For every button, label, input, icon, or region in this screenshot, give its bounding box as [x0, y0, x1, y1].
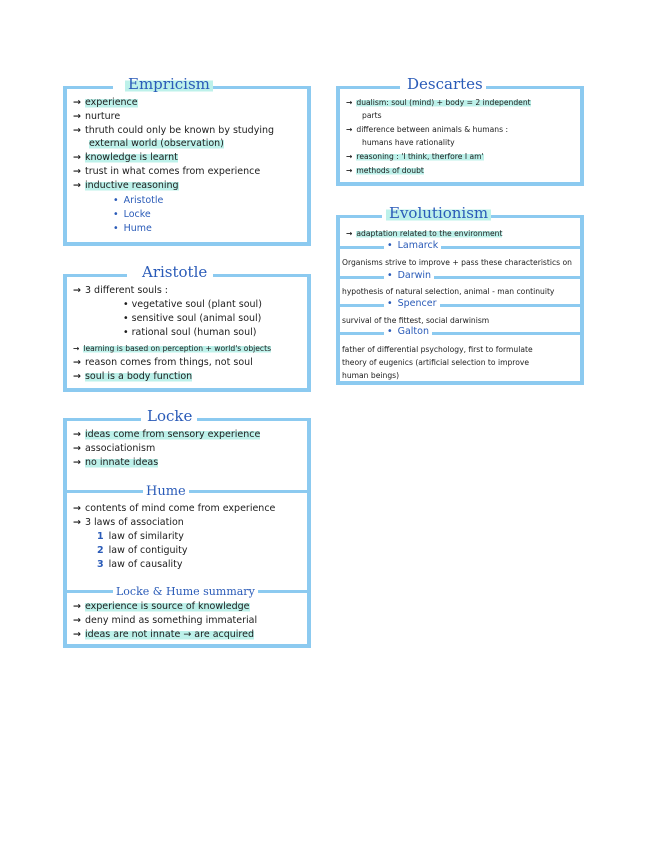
- evolutionism-section-text: father of differential psychology, first to formulate: [342, 345, 533, 354]
- empiricism-item: → inductive reasoning: [73, 180, 179, 191]
- locke-title: Locke: [144, 407, 195, 425]
- hume-item: → 3 laws of association: [73, 517, 184, 528]
- empiricism-item: → thruth could only be known by studying: [73, 125, 275, 136]
- evolutionism-card: [336, 204, 584, 385]
- aristotle-title: Aristotle: [139, 263, 210, 281]
- aristotle-item: → soul is a body function: [73, 371, 193, 382]
- empiricism-item: → knowledge is learnt: [73, 152, 178, 163]
- aristotle-soul: • rational soul (human soul): [123, 327, 257, 338]
- summary-item: → ideas are not innate → are acquired: [73, 629, 254, 640]
- locke-item: → ideas come from sensory experience: [73, 429, 261, 440]
- empiricism-person: • Hume: [113, 223, 152, 234]
- descartes-card: [336, 75, 584, 186]
- empiricism-person: • Aristotle: [113, 195, 164, 206]
- evolutionism-section-text: theory of eugenics (artificial selection to improve: [342, 358, 530, 367]
- descartes-item: → reasoning : 'I think, therfore I am': [346, 152, 484, 161]
- evolutionism-section-text: survival of the fittest, social darwinism: [342, 316, 490, 325]
- aristotle-soul: • sensitive soul (animal soul): [123, 313, 262, 324]
- locke-item: → no innate ideas: [73, 457, 159, 468]
- evolutionism-section-name: • Darwin: [384, 269, 434, 282]
- aristotle-item: → reason comes from things, not soul: [73, 357, 253, 368]
- descartes-item: → difference between animals & humans :: [346, 125, 509, 134]
- empiricism-item: → trust in what comes from experience: [73, 166, 261, 177]
- descartes-item: parts: [362, 111, 382, 120]
- empiricism-item: external world (observation): [89, 138, 224, 149]
- empiricism-title: Empricism: [125, 75, 213, 93]
- hume-law: 1 law of similarity: [97, 531, 184, 542]
- empiricism-item: → experience: [73, 97, 138, 108]
- descartes-title: Descartes: [404, 75, 486, 93]
- empiricism-item: → nurture: [73, 111, 121, 122]
- evolutionism-section-text: Organisms strive to improve + pass these characteristics on: [342, 258, 572, 267]
- summary-item: → deny mind as something immaterial: [73, 615, 258, 626]
- evolutionism-section-name: • Lamarck: [384, 239, 441, 252]
- descartes-item: → dualism: soul (mind) + body = 2 independent: [346, 98, 531, 107]
- summary-title: Locke & Hume summary: [113, 584, 258, 600]
- hume-title: Hume: [143, 484, 189, 500]
- descartes-item: humans have rationality: [362, 138, 455, 147]
- hume-law: 3 law of causality: [97, 559, 183, 570]
- empiricism-person: • Locke: [113, 209, 151, 220]
- evolutionism-section-name: • Spencer: [384, 297, 440, 310]
- hume-law: 2 law of contiguity: [97, 545, 188, 556]
- summary-item: → experience is source of knowledge: [73, 601, 250, 612]
- aristotle-card: [63, 263, 311, 392]
- empiricism-card: [63, 75, 311, 246]
- descartes-item: → methods of doubt: [346, 166, 424, 175]
- evolutionism-intro: → adaptation related to the environment: [346, 229, 503, 238]
- evolutionism-section-name: • Galton: [384, 325, 432, 338]
- evolutionism-section-text: hypothesis of natural selection, animal - man continuity: [342, 287, 555, 296]
- aristotle-soul: • vegetative soul (plant soul): [123, 299, 262, 310]
- evolutionism-title: Evolutionism: [386, 204, 491, 222]
- hume-item: → contents of mind come from experience: [73, 503, 276, 514]
- aristotle-intro: → 3 different souls :: [73, 285, 168, 296]
- evolutionism-section-text: human beings): [342, 371, 400, 380]
- locke-card: [63, 407, 311, 648]
- aristotle-item: → learning is based on perception + world's objects: [73, 344, 272, 353]
- locke-item: → associationism: [73, 443, 156, 454]
